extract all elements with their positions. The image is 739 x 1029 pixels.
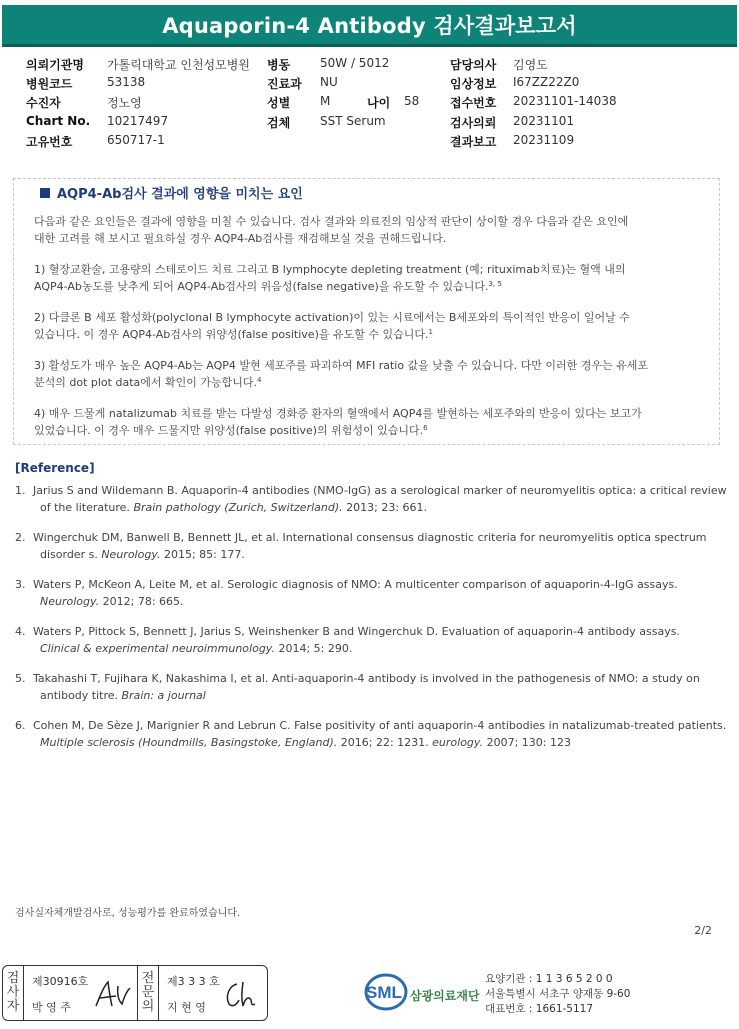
ward-value: 50W / 5012	[320, 56, 390, 70]
unique-no-label: 고유번호	[26, 135, 73, 149]
reference-heading: [Reference]	[15, 461, 95, 475]
doctor-value: 김영도	[513, 58, 548, 72]
notice-item-3-line2: 분석의 dot plot data에서 확인이 가능합니다.	[34, 376, 258, 389]
lab-code: 요양기관 : 1 1 3 6 5 2 0 0	[485, 973, 613, 985]
notice-intro-line1: 다음과 같은 요인들은 결과에 영향을 미칠 수 있습니다. 검사 결과와 의료진의 임상적 판단이 상이할 경우 다음과 같은 요인에	[34, 215, 629, 228]
notice-item-2	[34, 309, 714, 343]
specialist-signature	[159, 966, 267, 1020]
page-number: 2/2	[694, 924, 712, 937]
influencing-factors-heading	[36, 183, 309, 202]
notice-item-3	[34, 357, 714, 391]
influencing-factors-box	[13, 178, 720, 445]
examiner-signature-mark	[90, 978, 134, 1012]
specialist-signature-mark	[221, 978, 259, 1012]
reference-text: Cohen M, De Sèze J, Marignier R and Lebrun C. False positivity of anti aquaporin-4 antibodies in natalizumab-treated patients. Multiple sclerosis (Houndmills, Basingstoke, England). 2016; 22: 1231. eurology. 2007; 130: 123	[33, 719, 727, 749]
notice-body	[34, 213, 714, 453]
notice-item-2-line1: 2) 다클론 B 세포 활성화(polyclonal B lymphocyte activation)이 있는 시료에서는 B세포와의 특이적인 반응이 일어날 수	[34, 311, 630, 324]
reference-item	[15, 576, 725, 610]
svg-text:SML: SML	[366, 983, 402, 1002]
report-date-label: 결과보고	[450, 135, 497, 149]
reference-item	[15, 623, 725, 657]
specialist-license-no: 제3 3 3 호	[167, 975, 220, 988]
reference-text: Jarius S and Wildemann B. Aquaporin-4 antibodies (NMO-IgG) as a serological marker of neuromyelitis optica: a critical review of the literature. Brain pathology (Zurich, Switzerland). 2013; 23: 661.	[33, 484, 727, 514]
notice-item-3-citation: 4	[257, 376, 262, 384]
notice-item-4	[34, 405, 714, 439]
request-date-value: 20231101	[513, 114, 575, 128]
unique-no-value: 650717-1	[107, 133, 165, 147]
notice-item-4-line1: 4) 매우 드물게 natalizumab 치료를 받는 다발성 경화증 환자의 혈액에서 AQP4를 발현하는 세포주와의 반응이 있다는 보고가	[34, 407, 642, 420]
notice-item-4-line2: 있었습니다. 이 경우 매우 드물지만 위양성(false positive)의 위험성이 있습니다.	[34, 424, 424, 437]
reference-number: 1.	[15, 484, 26, 497]
dept-label: 진료과	[267, 77, 302, 91]
reference-item	[15, 529, 725, 563]
specimen-value: SST Serum	[320, 114, 386, 128]
report-title: Aquaporin-4 Antibody 검사결과보고서	[162, 13, 577, 38]
clinical-info-label: 임상정보	[450, 77, 497, 91]
receipt-no-label: 접수번호	[450, 96, 497, 110]
notice-item-2-citation: 1	[428, 328, 433, 336]
square-bullet-icon	[40, 188, 50, 198]
lab-name: 삼광의료재단	[410, 989, 480, 1003]
notice-item-1	[34, 261, 714, 295]
notice-item-2-line2: 있습니다. 이 경우 AQP4-Ab검사의 위양성(false positive)을 유도할 수 있습니다.	[34, 328, 429, 341]
hospital-code-value: 53138	[107, 75, 146, 89]
institution-label: 의뢰기관명	[26, 58, 84, 72]
age-value: 58	[404, 94, 420, 108]
specialist-vertical-label: 전 문 의	[138, 966, 159, 1020]
dept-value: NU	[320, 75, 338, 89]
lab-contact-info	[485, 972, 630, 1017]
examiner-name: 박 영 주	[32, 1001, 71, 1014]
patient-info-grid	[0, 54, 739, 150]
notice-item-3-line1: 3) 활성도가 매우 높은 AQP4-Ab는 AQP4 발현 세포주를 파괴하여 MFI ratio 값을 낮출 수 있습니다. 다만 이러한 경우는 유세포	[34, 359, 649, 372]
specialist-name: 지 현 영	[167, 1001, 206, 1014]
examiner-signature	[24, 966, 138, 1020]
age-label: 나이	[367, 96, 391, 110]
receipt-no-value: 20231101-14038	[513, 94, 617, 108]
validation-note: 검사실자체개발검사로, 성능평가를 완료하였습니다.	[15, 908, 241, 919]
notice-item-4-citation: 6	[423, 424, 428, 432]
reference-text: Waters P, McKeon A, Leite M, et al. Serologic diagnosis of NMO: A multicenter comparison of aquaporin-4-IgG assays. Neurology. 2012; 78: 665.	[33, 578, 678, 608]
notice-title-text: AQP4-Ab검사 결과에 영향을 미치는 요인	[57, 187, 303, 202]
signature-box	[2, 965, 268, 1021]
notice-intro	[34, 213, 714, 247]
reference-number: 2.	[15, 531, 26, 544]
notice-item-1-citation: 3, 5	[488, 280, 502, 288]
lab-address: 서울특별시 서초구 양재동 9-60	[485, 988, 631, 1000]
clinical-info-value: I67ZZ22Z0	[513, 75, 580, 89]
patient-value: 정노영	[107, 96, 142, 110]
reference-item	[15, 670, 725, 704]
reference-number: 5.	[15, 672, 26, 685]
reference-item	[15, 717, 725, 751]
reference-number: 4.	[15, 625, 26, 638]
sex-value: M	[320, 94, 331, 108]
examiner-vertical-label: 검 사 자	[3, 966, 24, 1020]
hospital-code-label: 병원코드	[26, 77, 73, 91]
sex-label: 성별	[267, 96, 291, 110]
doctor-label: 담당의사	[450, 58, 497, 72]
report-date-value: 20231109	[513, 133, 575, 147]
reference-text: Waters P, Pittock S, Bennett J, Jarius S, Weinshenker B and Wingerchuk D. Evaluation of aquaporin-4 antibody assays. Clinical & experimental neuroimmunology. 2014; 5: 290.	[33, 625, 680, 655]
reference-list	[15, 482, 725, 764]
chart-no-label: Chart No.	[26, 114, 91, 128]
examiner-license-no: 제30916호	[32, 975, 89, 988]
ward-label: 병동	[267, 58, 291, 72]
report-title-bar	[2, 5, 737, 47]
institution-value: 가톨릭대학교 인천성모병원	[107, 58, 250, 72]
reference-item	[15, 482, 725, 516]
reference-text: Takahashi T, Fujihara K, Nakashima I, et al. Anti-aquaporin-4 antibody is involved in the pathogenesis of NMO: a study on antibody titre. Brain: a journal	[33, 672, 700, 702]
request-date-label: 검사의뢰	[450, 116, 497, 130]
specimen-label: 검체	[267, 116, 291, 130]
notice-item-1-line2: AQP4-Ab농도를 낮추게 되어 AQP4-Ab검사의 위음성(false negative)을 유도할 수 있습니다.	[34, 280, 489, 293]
reference-text: Wingerchuk DM, Banwell B, Bennett JL, et al. International consensus diagnostic criteria for neuromyelitis optica spectrum disorder s. Neurology. 2015; 85: 177.	[33, 531, 707, 561]
chart-no-value: 10217497	[107, 114, 169, 128]
notice-item-1-line1: 1) 혈장교환술, 고용량의 스테로이드 치료 그리고 B lymphocyte depleting treatment (예; rituximab치료)는 혈액 내의	[34, 263, 626, 276]
reference-number: 3.	[15, 578, 26, 591]
reference-number: 6.	[15, 719, 26, 732]
patient-label: 수진자	[26, 96, 61, 110]
notice-intro-line2: 대한 고려를 해 보시고 필요하실 경우 AQP4-Ab검사를 재검해보실 것을 권해드립니다.	[34, 232, 447, 245]
lab-phone: 대표번호 : 1661-5117	[485, 1003, 594, 1015]
